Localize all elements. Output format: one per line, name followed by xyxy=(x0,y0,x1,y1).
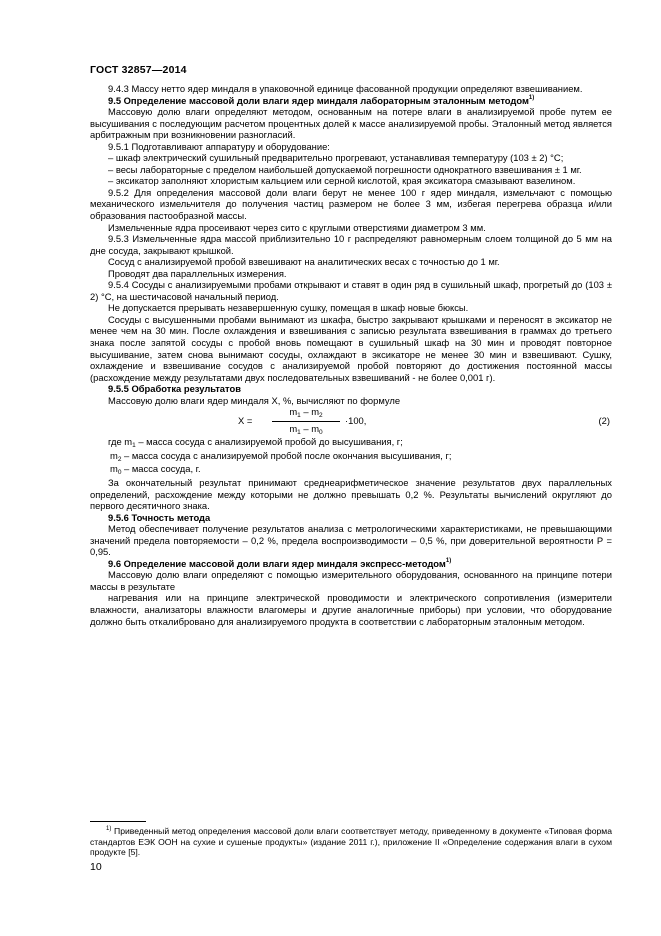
heading-9-5-text: 9.5 Определение массовой доли влаги ядер миндаля лабораторным эталонным методом xyxy=(108,94,529,106)
paragraph: За окончательный результат принимают среднеарифметическое значение результатов двух параллельных определений, расхождение между которыми не должно превышать 0,2 %. Результаты вычислений округляют до первого десятичного знака. xyxy=(90,476,612,512)
heading-9-6 xyxy=(90,558,612,570)
paragraph: Сосуд с анализируемой пробой взвешивают на аналитических весах с точностью до 1 мг. xyxy=(108,256,500,268)
formula-legend-m1: где $m_1$ – масса сосуда с анализируемой пробой до высушивания, г; xyxy=(108,436,403,450)
document-body xyxy=(90,83,612,627)
footnote-text: Приведенный метод определения массовой доли влаги соответствует методу, приведенному в документе «Типовая форма стандартов ЕЭК ООН на сухие и сушеные продукты» (издание 2011 г.), приложение II «Определение содержания влаги в сухом продукте [5]. xyxy=(90,826,612,858)
standard-header: ГОСТ 32857—2014 xyxy=(90,64,187,76)
paragraph-9-5-1: 9.5.1 Подготавливают аппаратуру и оборудование: xyxy=(108,140,330,152)
footnote-number: 1) xyxy=(106,826,112,832)
list-item: – эксикатор заполняют хлористым кальцием или серной кислотой, края эксикатора смазывают вазелином. xyxy=(108,175,576,187)
heading-9-5 xyxy=(90,95,612,107)
paragraph-9-4-3: 9.4.3 Массу нетто ядер миндаля в упаковочной единице фасованной продукции определяют взвешиванием. xyxy=(108,83,583,94)
footnote-mark: 1) xyxy=(528,94,535,101)
paragraph-9-5-2: 9.5.2 Для определения массовой доли влаги берут не менее 100 г ядер миндаля, измельчают с помощью механического измельчителя до получения частиц размером не более 3 мм, избегая перегрева образца и/или образования пастообразной массы. xyxy=(90,186,612,222)
formula-fraction xyxy=(272,406,340,436)
moisture-formula xyxy=(90,406,612,436)
heading-9-5-5: 9.5.5 Обработка результатов xyxy=(108,383,241,395)
list-item: – шкаф электрический сушильный предварительно прогревают, устанавливая температуру (103 ± 2) °С; xyxy=(108,152,564,164)
formula-multiplier: ·100, xyxy=(345,415,367,427)
paragraph: Метод обеспечивает получение результатов анализа с метрологическими характеристиками, не превышающими значений предела повторяемости – 0,2 %, предела воспроизводимости – 0,5 %, при доверительной вероятности Р = 0,95. xyxy=(90,523,612,558)
paragraph: Проводят два параллельных измерения. xyxy=(108,267,287,279)
footnote xyxy=(90,826,612,858)
paragraph: Массовую долю влаги определяют с помощью измерительного оборудования, основанного на принципе потери массы в результате xyxy=(90,569,612,592)
formula-denominator: $m_1 - m_0$ xyxy=(289,422,323,436)
formula-lhs: Х = xyxy=(238,415,253,427)
formula-legend-m0: $m_0$ – масса сосуда, г. xyxy=(110,463,201,477)
formula-legend-m2: $m_2$ – масса сосуда с анализируемой пробой после окончания высушивания, г; xyxy=(110,449,452,463)
page-number: 10 xyxy=(90,861,102,873)
paragraph: Измельченные ядра просеивают через сито с круглыми отверстиями диаметром 3 мм. xyxy=(108,221,486,233)
formula-number: (2) xyxy=(598,415,610,427)
footnote-divider xyxy=(90,821,146,822)
paragraph: Массовую долю влаги ядер миндаля Х, %, вычисляют по формуле xyxy=(108,394,401,406)
paragraph: нагревания или на принципе электрической проводимости и электрического сопротивления (измерители влажности, анализаторы влажности влагомеры и другие аналогичные приборы) при условии, что оборудование должно быть откалибровано для анализируемого продукта в соответствии с лабораторным эталонным методом. xyxy=(90,592,612,627)
formula-numerator: $m_1 - m_2$ xyxy=(272,406,340,422)
list-item: – весы лабораторные с пределом наибольшей допускаемой погрешности однократного взвешивания ± 1 мг. xyxy=(108,163,582,175)
paragraph: Не допускается прерывать незавершенную сушку, помещая в шкаф новые бюксы. xyxy=(108,302,469,314)
heading-9-6-text: 9.6 Определение массовой доли влаги ядер миндаля экспресс-методом xyxy=(108,557,446,569)
footnote-mark: 1) xyxy=(445,557,452,564)
paragraph-9-5-4: 9.5.4 Сосуды с анализируемыми пробами открывают и ставят в один ряд в сушильный шкаф, прогретый до (103 ± 2) °С, на шестичасовой начальный период. xyxy=(90,279,612,302)
paragraph: Массовую долю влаги определяют методом, основанным на потере влаги в анализируемой пробе путем ее высушивания с последующим расчетом процентных долей к массе анализируемой пробы. Эталонный метод является арбитражным при возникновении разногласий. xyxy=(90,106,612,141)
paragraph: Сосуды с высушенными пробами вынимают из шкафа, быстро закрывают крышками и переносят в эксикатор не менее чем на 30 мин. После охлаждения и взвешивания с записью результата взвешивания в граммах до третьего знака после запятой сосуды с пробой вновь помещают в сушильный шкаф на 30 мин и проводят повторное высушивание, затем снова вынимают сосуды, охлаждают в эксикаторе не менее 30 мин и взвешивают. Сушку, охлаждение и взвешивание сосудов с анализируемой пробой повторяют до достижения постоянной массы (расхождение между результатами двух последовательных взвешиваний - не более 0,001 г). xyxy=(90,313,612,383)
paragraph-9-5-3: 9.5.3 Измельченные ядра массой приблизительно 10 г распределяют равномерным слоем толщиной до 5 мм на дне сосуда, закрывают крышкой. xyxy=(90,233,612,256)
heading-9-5-6: 9.5.6 Точность метода xyxy=(108,511,211,523)
